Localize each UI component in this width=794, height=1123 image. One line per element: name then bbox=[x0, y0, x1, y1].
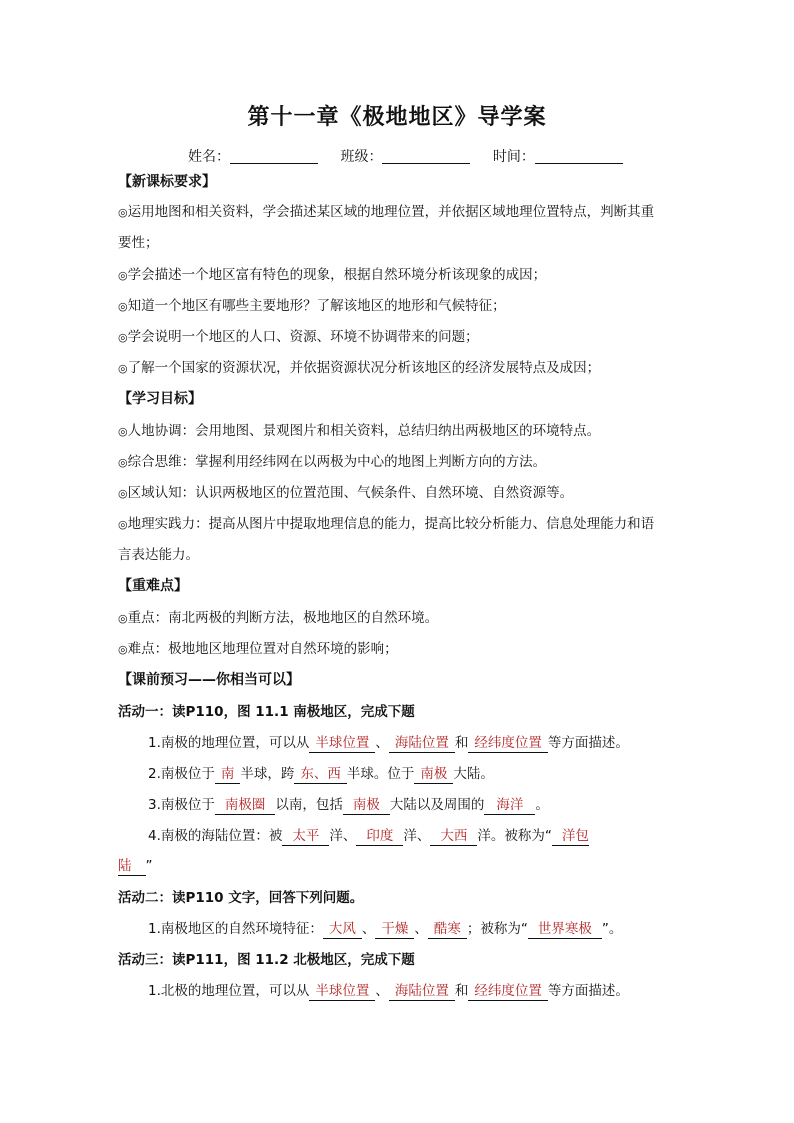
answer-blank[interactable]: 南极 bbox=[343, 797, 390, 815]
answer-blank[interactable]: 海陆位置 bbox=[389, 735, 455, 753]
requirement-item: ◎学会说明一个地区的人口、资源、环境不协调带来的问题； bbox=[118, 329, 479, 345]
answer-blank[interactable]: 东、西 bbox=[294, 766, 347, 784]
activity-2-question-1: 1.南极地区的自然环境特征： 大风 、 干燥 、 酷寒 ；被称为“ 世界寒极 ”。 bbox=[148, 921, 623, 937]
name-label: 姓名： bbox=[188, 149, 230, 165]
activity-1-question-1: 1.南极的地理位置，可以从 半球位置 、 海陆位置 和 经纬度位置 等方面描述。 bbox=[148, 735, 629, 751]
name-blank[interactable] bbox=[230, 147, 318, 164]
bullet-icon: ◎ bbox=[118, 612, 128, 625]
activity-1-question-4: 4.南极的海陆位置：被 太平 洋、 印度 洋、 大西 洋。被称为“ 洋包 bbox=[148, 828, 589, 844]
section-heading-goals: 【学习目标】 bbox=[118, 391, 202, 407]
answer-blank[interactable]: 干燥 bbox=[375, 921, 414, 939]
bullet-icon: ◎ bbox=[118, 425, 128, 438]
bullet-icon: ◎ bbox=[118, 456, 128, 469]
student-info-row bbox=[188, 146, 641, 166]
answer-blank[interactable]: 陆 bbox=[118, 858, 146, 876]
goal-item: ◎地理实践力：提高从图片中提取地理信息的能力，提高比较分析能力、信息处理能力和语 bbox=[118, 516, 655, 532]
answer-blank[interactable]: 南极 bbox=[414, 766, 453, 784]
bullet-icon: ◎ bbox=[118, 269, 128, 282]
answer-blank[interactable]: 太平 bbox=[282, 828, 329, 846]
activity-1-heading: 活动一：读P110，图 11.1 南极地区，完成下题 bbox=[118, 704, 415, 720]
activity-1-question-3: 3.南极位于 南极圈 以南，包括 南极 大陆以及周围的 海洋 。 bbox=[148, 797, 549, 813]
requirement-item: ◎学会描述一个地区富有特色的现象，根据自然环境分析该现象的成因； bbox=[118, 267, 547, 283]
activity-3-question-1: 1.北极的地理位置，可以从 半球位置 、 海陆位置 和 经纬度位置 等方面描述。 bbox=[148, 983, 629, 999]
activity-1-question-4-cont: 陆 ” bbox=[118, 858, 153, 874]
class-label: 班级： bbox=[340, 149, 383, 165]
page-title: 第十一章《极地地区》导学案 bbox=[247, 105, 547, 130]
activity-3-heading: 活动三：读P111，图 11.2 北极地区，完成下题 bbox=[118, 952, 415, 968]
section-heading-key-points: 【重难点】 bbox=[118, 578, 188, 594]
class-blank[interactable] bbox=[382, 147, 470, 164]
goal-item-cont: 言表达能力。 bbox=[118, 547, 199, 563]
answer-blank[interactable]: 南 bbox=[215, 766, 241, 784]
bullet-icon: ◎ bbox=[118, 331, 128, 344]
answer-blank[interactable]: 经纬度位置 bbox=[468, 735, 548, 753]
answer-blank[interactable]: 南极圈 bbox=[215, 797, 276, 815]
key-point-item: ◎重点：南北两极的判断方法，极地地区的自然环境。 bbox=[118, 610, 439, 626]
requirement-item: ◎了解一个国家的资源状况，并依据资源状况分析该地区的经济发展特点及成因； bbox=[118, 360, 601, 376]
time-label: 时间： bbox=[492, 149, 535, 165]
answer-blank[interactable]: 海陆位置 bbox=[389, 983, 455, 1001]
requirement-item: ◎运用地图和相关资料，学会描述某区域的地理位置，并依据区域地理位置特点，判断其重 bbox=[118, 204, 655, 220]
bullet-icon: ◎ bbox=[118, 643, 128, 656]
activity-2-heading: 活动二：读P110 文字，回答下列问题。 bbox=[118, 890, 364, 906]
bullet-icon: ◎ bbox=[118, 206, 128, 219]
answer-blank[interactable]: 大西 bbox=[430, 828, 477, 846]
answer-blank[interactable]: 酷寒 bbox=[428, 921, 467, 939]
answer-blank[interactable]: 世界寒极 bbox=[528, 921, 602, 939]
bullet-icon: ◎ bbox=[118, 300, 128, 313]
answer-blank[interactable]: 印度 bbox=[356, 828, 403, 846]
goal-item: ◎区域认知：认识两极地区的位置范围、气候条件、自然环境、自然资源等。 bbox=[118, 485, 574, 501]
requirement-item-cont: 要性； bbox=[118, 235, 159, 251]
section-heading-preview: 【课前预习——你相当可以】 bbox=[118, 672, 300, 688]
answer-blank[interactable]: 洋包 bbox=[552, 828, 589, 846]
answer-blank[interactable]: 经纬度位置 bbox=[468, 983, 548, 1001]
goal-item: ◎人地协调：会用地图、景观图片和相关资料，总结归纳出两极地区的环境特点。 bbox=[118, 423, 601, 439]
answer-blank[interactable]: 半球位置 bbox=[309, 983, 375, 1001]
bullet-icon: ◎ bbox=[118, 487, 128, 500]
answer-blank[interactable]: 海洋 bbox=[484, 797, 535, 815]
goal-item: ◎综合思维：掌握利用经纬网在以两极为中心的地图上判断方向的方法。 bbox=[118, 454, 547, 470]
requirement-item: ◎知道一个地区有哪些主要地形？了解该地区的地形和气候特征； bbox=[118, 298, 506, 314]
bullet-icon: ◎ bbox=[118, 362, 128, 375]
key-point-item: ◎难点：极地地区地理位置对自然环境的影响； bbox=[118, 641, 398, 657]
time-blank[interactable] bbox=[535, 147, 623, 164]
answer-blank[interactable]: 大风 bbox=[323, 921, 362, 939]
bullet-icon: ◎ bbox=[118, 518, 128, 531]
activity-1-question-2: 2.南极位于 南 半球，跨 东、西 半球。位于 南极 大陆。 bbox=[148, 766, 494, 782]
answer-blank[interactable]: 半球位置 bbox=[309, 735, 375, 753]
section-heading-requirements: 【新课标要求】 bbox=[118, 174, 216, 190]
